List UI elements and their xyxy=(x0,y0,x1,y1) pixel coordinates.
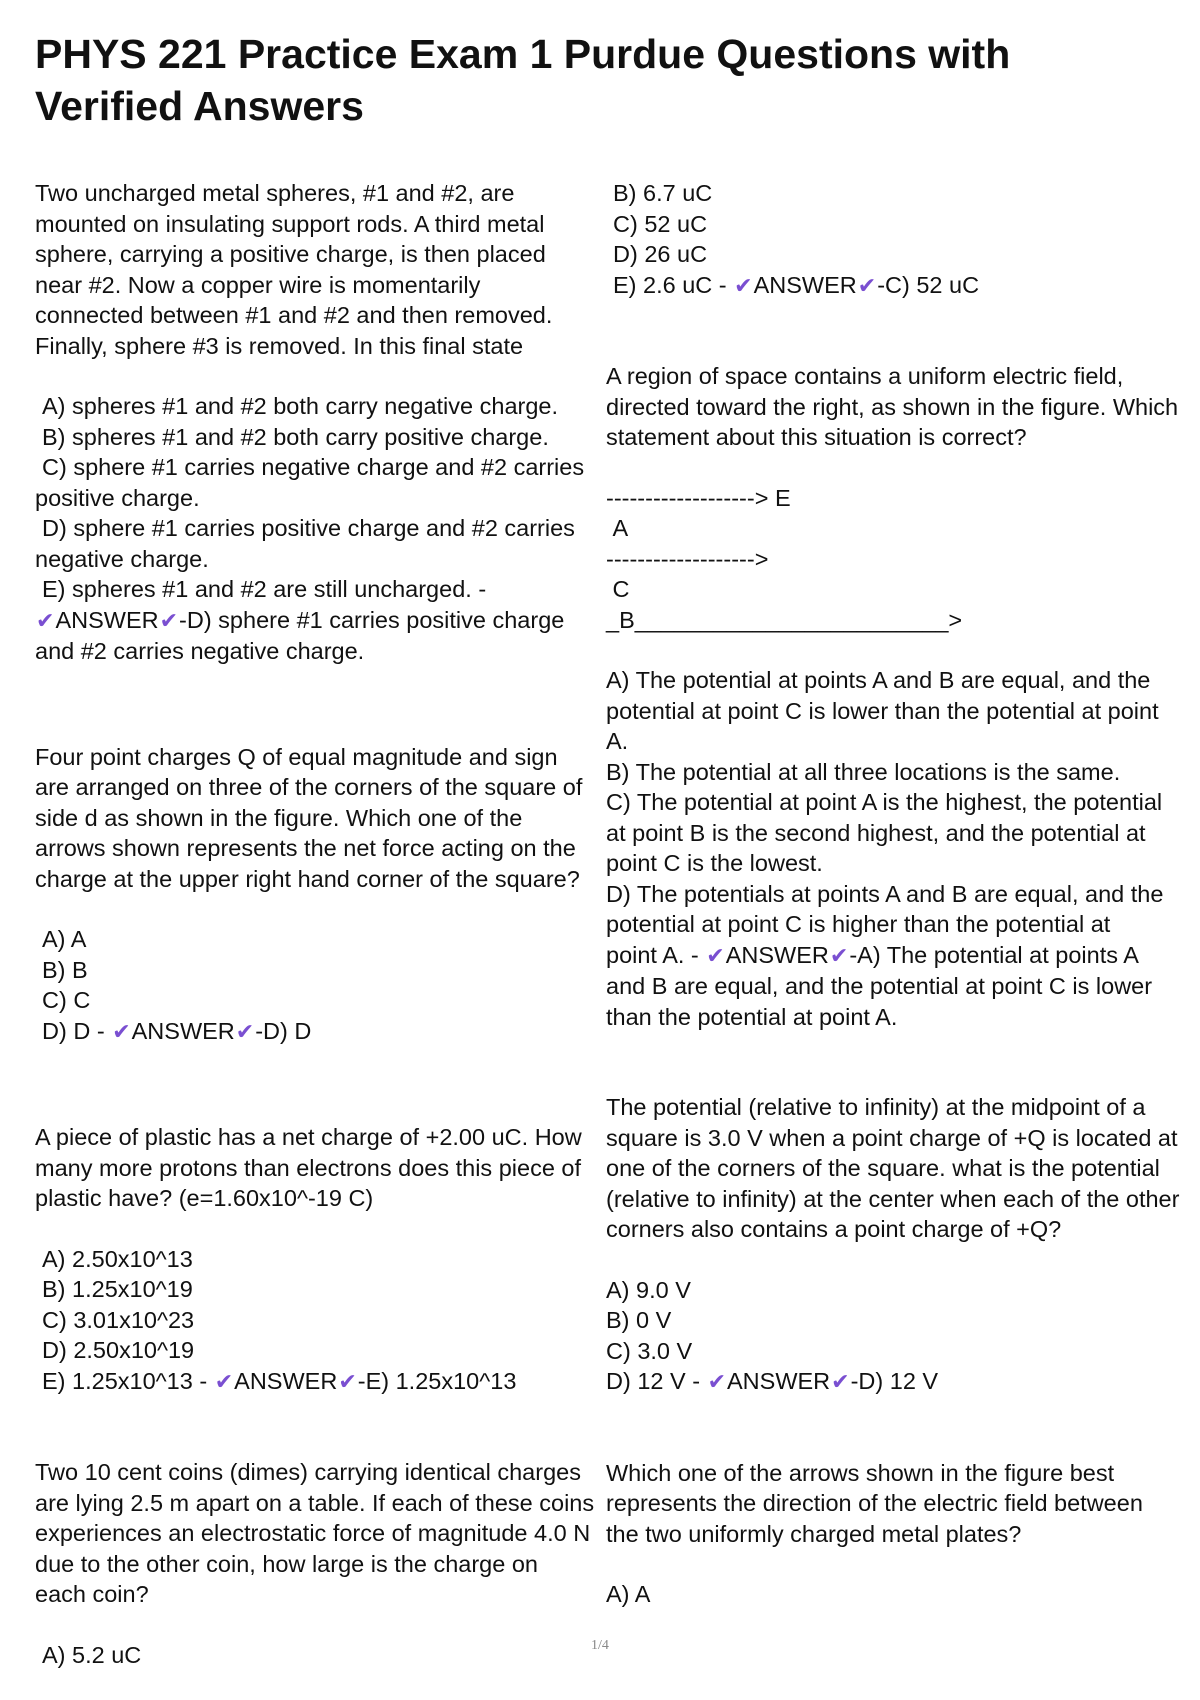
question-7 xyxy=(606,1458,1181,1610)
option: C) 3.0 V xyxy=(606,1337,693,1364)
figure-line: _B________________________> xyxy=(606,606,963,633)
answer-line xyxy=(606,1366,1181,1398)
check-icon: ✔ xyxy=(36,607,55,633)
check-icon: ✔ xyxy=(706,942,725,968)
answer-continuation: and #2 carries negative charge. xyxy=(35,638,365,664)
option: A) The potential at points A and B are equal, and the potential at point C is lower than the potential at point A. xyxy=(606,667,1164,754)
answer-label: ANSWER xyxy=(55,606,159,633)
question-stem: Which one of the arrows shown in the figure best represents the direction of the electric field between the two uniformly charged metal plates? xyxy=(606,1459,1150,1547)
option: D) D - xyxy=(42,1017,105,1044)
answer-line xyxy=(606,940,1181,972)
option-continuation: negative charge. xyxy=(35,545,209,572)
check-icon: ✔ xyxy=(235,1018,255,1044)
option: B) 1.25x10^19 xyxy=(42,1276,193,1302)
check-icon: ✔ xyxy=(707,1369,726,1394)
option: A) A xyxy=(606,1581,651,1607)
answer-text: -E) 1.25x10^13 xyxy=(357,1367,517,1394)
check-icon: ✔ xyxy=(159,607,179,633)
option: B) The potential at all three locations is the same. xyxy=(606,758,1121,785)
question-6 xyxy=(606,1092,1186,1398)
question-3 xyxy=(35,1122,595,1397)
option: A) 2.50x10^13 xyxy=(42,1245,193,1272)
question-stem: Two uncharged metal spheres, #1 and #2, are mounted on insulating support rods. A third metal sphere, carrying a positive charge, is then placed near #2. Now a copper wire is momentarily connected between #1 and #2 and then removed. Finally, sphere #3 is removed. In this final state xyxy=(35,180,559,359)
check-icon: ✔ xyxy=(214,1368,234,1394)
question-stem: A region of space contains a uniform electric field, directed toward the right, as shown in the figure. Which statement about this situation is correct? xyxy=(606,363,1185,450)
check-icon: ✔ xyxy=(112,1018,131,1044)
figure-line: -------------------> xyxy=(606,545,769,572)
answer-continuation: and B are equal, and the potential at point C is lower than the potential at point A. xyxy=(606,973,1159,1030)
option: C) 3.01x10^23 xyxy=(42,1306,195,1333)
option: D) 2.50x10^19 xyxy=(42,1337,195,1363)
question-5 xyxy=(606,361,1185,1032)
option: C) The potential at point A is the highest, the potential at point B is the second highest, and the potential at point C is the lowest. xyxy=(606,789,1169,876)
option: A) A xyxy=(42,926,87,952)
figure-line: -------------------> E xyxy=(606,484,791,511)
option: B) spheres #1 and #2 both carry positive charge. xyxy=(42,423,549,450)
option: A) 5.2 uC xyxy=(42,1641,142,1668)
page-number: 1/4 xyxy=(591,1638,609,1653)
check-icon: ✔ xyxy=(831,1369,850,1394)
answer-label: ANSWER xyxy=(753,271,857,298)
answer-line xyxy=(606,270,1181,302)
answer-label: ANSWER xyxy=(725,941,829,968)
option: E) 2.6 uC - xyxy=(613,271,727,298)
option: E) 1.25x10^13 - xyxy=(42,1367,208,1394)
option: A) 9.0 V xyxy=(606,1276,691,1303)
option: D) 12 V - xyxy=(606,1368,701,1394)
option: B) B xyxy=(42,956,88,983)
answer-line xyxy=(35,605,595,637)
option: B) 6.7 uC xyxy=(613,180,713,206)
option: C) 52 uC xyxy=(613,210,708,237)
figure-line: C xyxy=(606,576,630,602)
question-stem: Two 10 cent coins (dimes) carrying identical charges are lying 2.5 m apart on a table. If each of these coins experiences an electrostatic force of magnitude 4.0 N due to the other coin, how large is the charge on each coin? xyxy=(35,1459,601,1607)
answer-text: -D) D xyxy=(255,1017,312,1044)
right-column xyxy=(606,178,1186,1610)
question-4-continued xyxy=(606,178,1181,301)
question-2 xyxy=(35,742,595,1048)
answer-text: -D) 12 V xyxy=(850,1368,939,1394)
option: B) 0 V xyxy=(606,1307,672,1333)
field-figure xyxy=(606,483,1181,636)
option: E) spheres #1 and #2 are still uncharged. - xyxy=(42,576,487,602)
check-icon: ✔ xyxy=(734,272,753,298)
answer-label: ANSWER xyxy=(234,1367,338,1394)
check-icon: ✔ xyxy=(829,942,849,968)
figure-line: A xyxy=(606,515,629,541)
answer-text: -D) sphere #1 carries positive charge xyxy=(179,606,565,633)
option: C) sphere #1 carries negative charge and #2 carries xyxy=(42,454,585,480)
option: D) sphere #1 carries positive charge and #2 carries xyxy=(42,515,575,541)
check-icon: ✔ xyxy=(857,272,877,298)
answer-text: -A) The potential at points A xyxy=(849,941,1139,968)
document-title: PHYS 221 Practice Exam 1 Purdue Questions with Verified Answers xyxy=(35,31,1011,129)
option: A) spheres #1 and #2 both carry negative charge. xyxy=(42,393,559,419)
question-1 xyxy=(35,178,595,667)
option-continuation: positive charge. xyxy=(35,484,200,511)
option: D) The potentials at points A and B are equal, and the potential at point C is higher than the potential at xyxy=(606,880,1170,937)
question-stem: Four point charges Q of equal magnitude and sign are arranged on three of the corners of the square of side d as shown in the figure. Which one of the arrows shown represents the net force acting on the charge at the upper right hand corner of the square? xyxy=(35,743,589,892)
question-stem: The potential (relative to infinity) at the midpoint of a square is 3.0 V when a point charge of +Q is located at one of the corners of the square. what is the potential (relative to infinity) at the center when each of the other corners also contains a point charge of +Q? xyxy=(606,1094,1186,1242)
option: point A. - xyxy=(606,941,699,968)
option: C) C xyxy=(42,987,91,1013)
answer-label: ANSWER xyxy=(727,1368,831,1394)
answer-line xyxy=(35,1366,595,1398)
question-stem: A piece of plastic has a net charge of +2.00 uC. How many more protons than electrons does this piece of plastic have? (e=1.60x10^-19 C) xyxy=(35,1124,589,1211)
answer-line xyxy=(35,1016,595,1048)
option: D) 26 uC xyxy=(613,241,708,267)
answer-text: -C) 52 uC xyxy=(877,271,980,298)
check-icon: ✔ xyxy=(338,1368,357,1394)
answer-label: ANSWER xyxy=(131,1017,235,1044)
